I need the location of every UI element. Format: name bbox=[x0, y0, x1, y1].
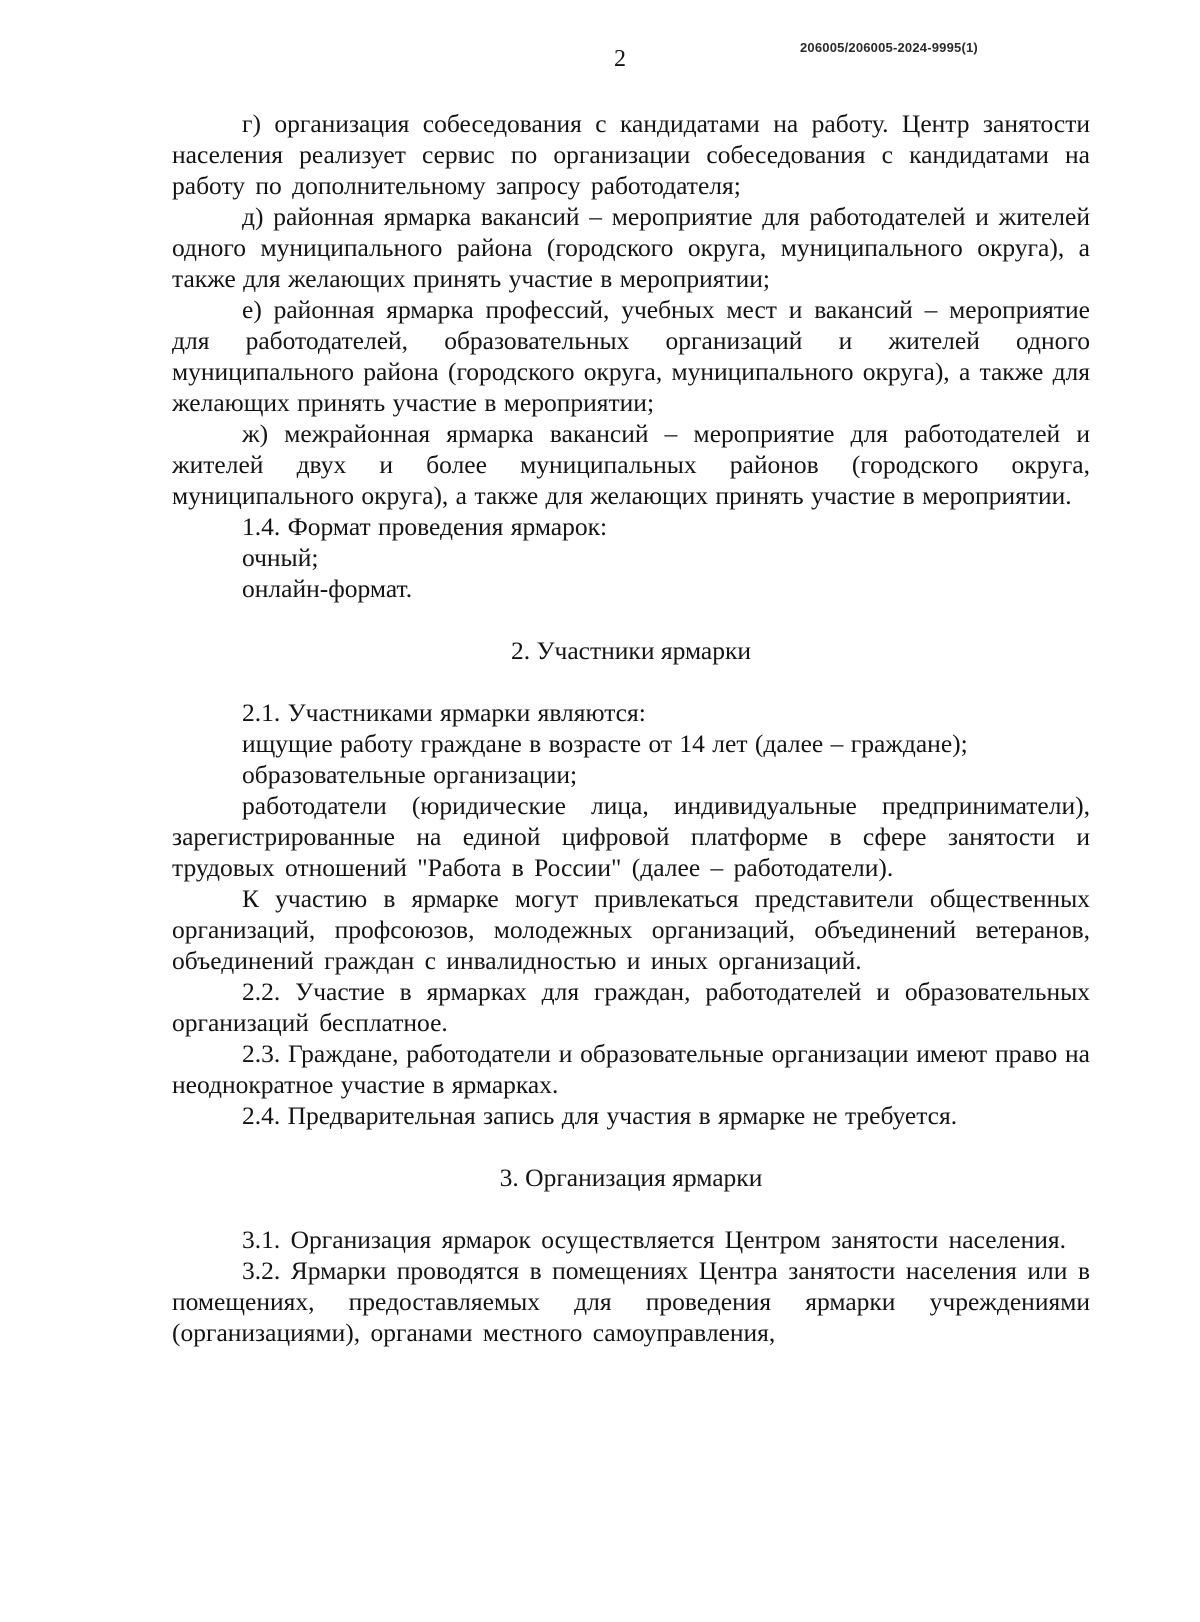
paragraph-1-4: 1.4. Формат проведения ярмарок: bbox=[242, 512, 608, 541]
paragraph-g: г) организация собеседования с кандидатами на работу. Центр занятости населения реализует сервис по организации собеседования с кандидатами на работу по дополнительному запросу работодателя; bbox=[172, 109, 1090, 200]
section-heading-2: 2. Участники ярмарки bbox=[510, 636, 752, 665]
paragraph-3-2: 3.2. Ярмарки проводятся в помещениях Центра занятости населения или в помещениях, предоставляемых для проведения ярмарки учреждениями (организациями), органами местного самоуправления, bbox=[172, 1256, 1090, 1347]
paragraph-2-3: 2.3. Граждане, работодатели и образовательные организации имеют право на неоднократное участие в ярмарках. bbox=[172, 1039, 1090, 1099]
paragraph-1-4-item-a: очный; bbox=[242, 543, 319, 572]
paragraph-2-1-item-c: работодатели (юридические лица, индивидуальные предприниматели), зарегистрированные на единой цифровой платформе в сфере занятости и трудовых отношений "Работа в России" (далее – работодатели). bbox=[172, 791, 1090, 882]
section-heading-3: 3. Организация ярмарки bbox=[499, 1163, 763, 1192]
page-number: 2 bbox=[614, 46, 626, 72]
paragraph-2-4: 2.4. Предварительная запись для участия в ярмарке не требуется. bbox=[242, 1101, 958, 1130]
paragraph-2-1-item-d: К участию в ярмарке могут привлекаться представители общественных организаций, профсоюзов, молодежных организаций, объединений ветеранов, объединений граждан с инвалидностью и иных организаций. bbox=[172, 884, 1090, 975]
paragraph-zh: ж) межрайонная ярмарка вакансий – мероприятие для работодателей и жителей двух и более муниципальных районов (городского округа, муниципального округа), а также для желающих принять участие в мероприятии. bbox=[172, 419, 1090, 510]
document-body bbox=[172, 108, 1090, 1348]
paragraph-2-1: 2.1. Участниками ярмарки являются: bbox=[242, 698, 646, 727]
paragraph-2-1-item-b: образовательные организации; bbox=[242, 760, 578, 789]
paragraph-2-2: 2.2. Участие в ярмарках для граждан, работодателей и образовательных организаций бесплатное. bbox=[172, 977, 1090, 1037]
paragraph-2-1-item-a: ищущие работу граждане в возрасте от 14 лет (далее – граждане); bbox=[242, 729, 968, 758]
paragraph-1-4-item-b: онлайн-формат. bbox=[242, 574, 413, 603]
document-id: 206005/206005-2024-9995(1) bbox=[800, 40, 978, 55]
paragraph-3-1: 3.1. Организация ярмарок осуществляется Центром занятости населения. bbox=[242, 1225, 1066, 1254]
paragraph-d: д) районная ярмарка вакансий – мероприятие для работодателей и жителей одного муниципального района (городского округа, муниципального округа), а также для желающих принять участие в мероприятии; bbox=[172, 202, 1090, 293]
paragraph-e: е) районная ярмарка профессий, учебных мест и вакансий – мероприятие для работодателей, образовательных организаций и жителей одного муниципального района (городского округа, муниципального округа), а также для желающих принять участие в мероприятии; bbox=[172, 295, 1090, 417]
